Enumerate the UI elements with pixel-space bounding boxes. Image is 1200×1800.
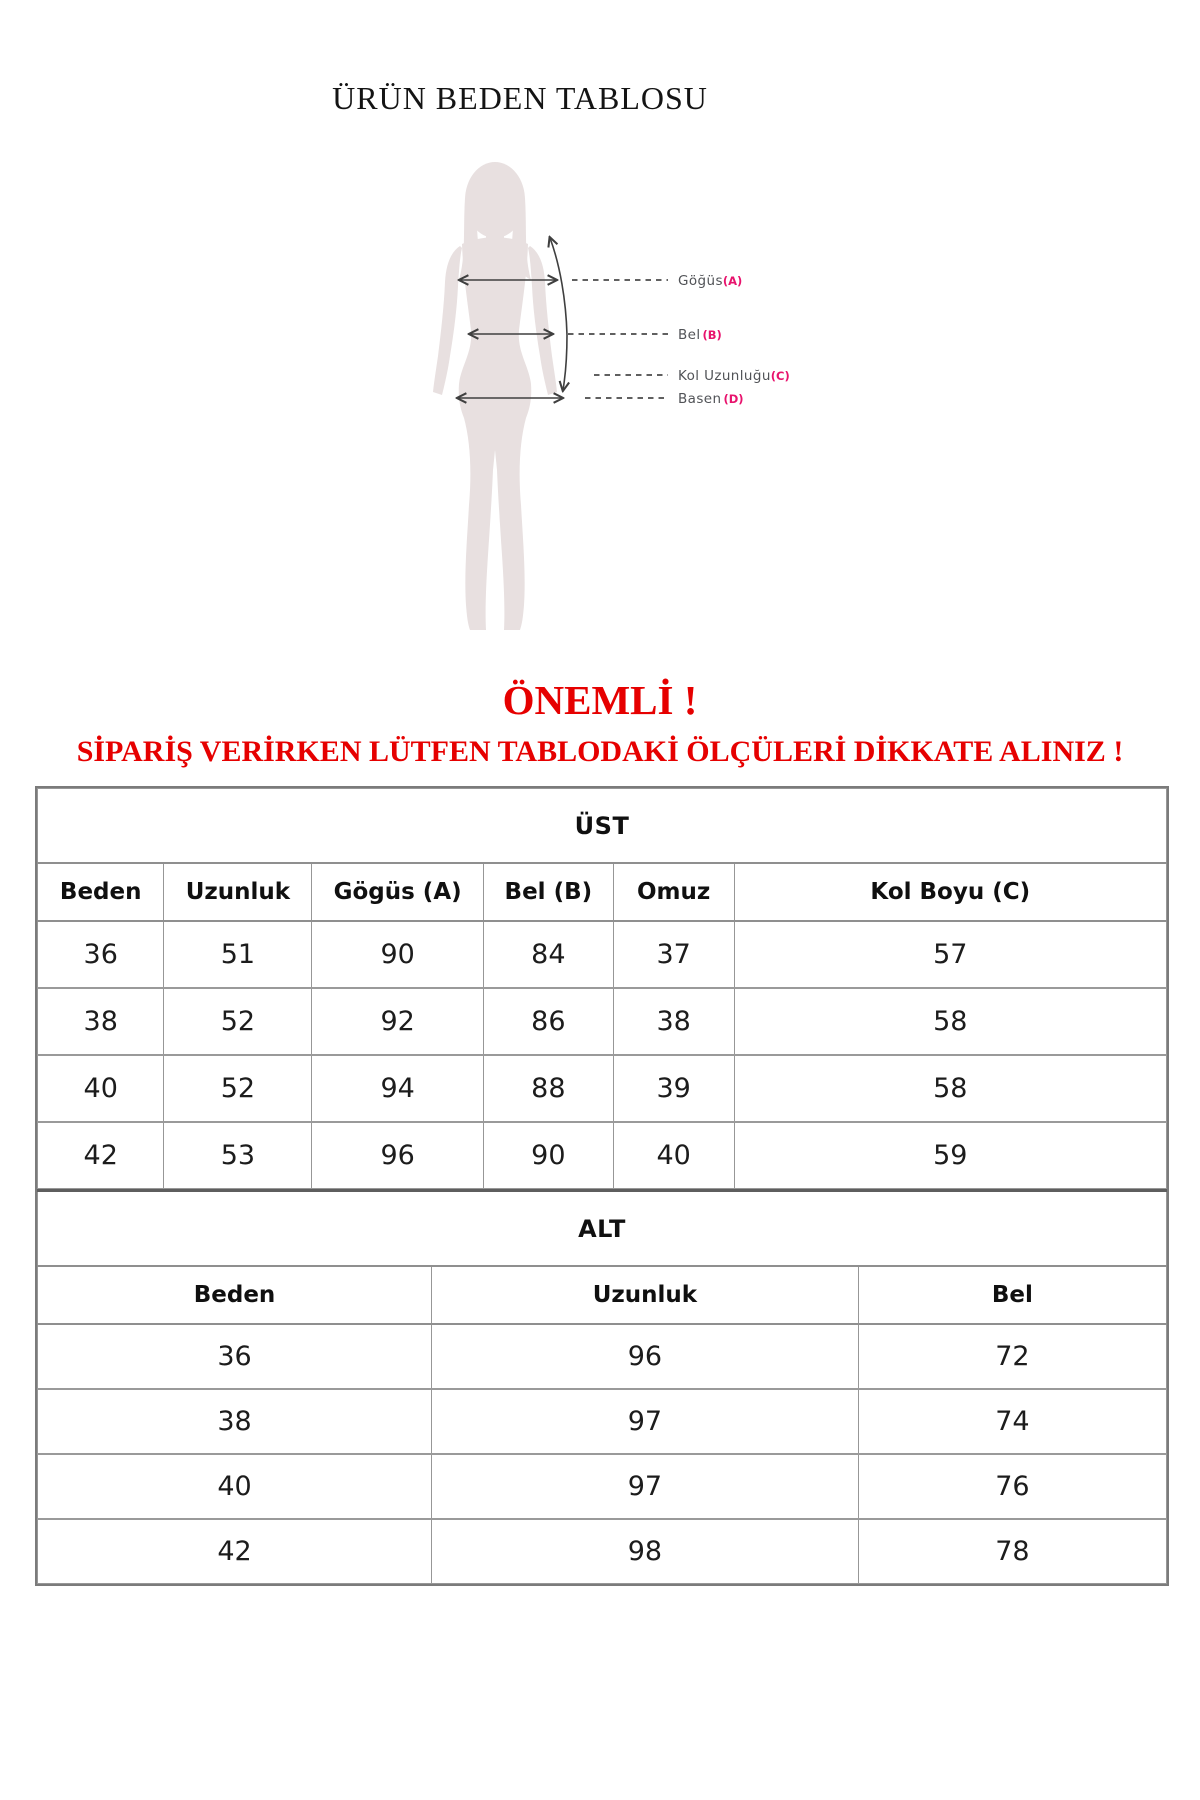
table-row [38,1122,1167,1189]
table-cell: 40 [613,1122,734,1189]
body-diagram-svg [380,140,800,660]
table-cell: 78 [858,1519,1166,1584]
table-cell: 38 [613,988,734,1055]
column-header: Gögüs (A) [312,863,484,921]
warning-message: SİPARİŞ VERİRKEN LÜTFEN TABLODAKİ ÖLÇÜLERİ DİKKATE ALINIZ ! [76,735,1124,768]
table-cell: 84 [483,921,613,988]
chest-label-text: Göğüs [678,273,723,289]
waist-label-letter: (B) [702,328,722,342]
table-cell: 53 [164,1122,312,1189]
column-header: Beden [38,863,164,921]
lower-body-size-table [37,1189,1167,1584]
table-cell: 97 [432,1389,859,1454]
table-cell: 42 [38,1122,164,1189]
table-row [38,1324,1167,1389]
table-row [38,921,1167,988]
table-cell: 42 [38,1519,432,1584]
table-cell: 88 [483,1055,613,1122]
table-cell: 98 [432,1519,859,1584]
table-cell: 72 [858,1324,1166,1389]
column-header-row [38,863,1167,921]
important-heading: ÖNEMLİ ! [502,677,698,723]
waist-label [678,327,722,343]
table-cell: 90 [483,1122,613,1189]
table-cell: 36 [38,1324,432,1389]
table-cell: 38 [38,988,164,1055]
table-cell: 74 [858,1389,1166,1454]
table-cell: 37 [613,921,734,988]
table-cell: 96 [432,1324,859,1389]
arm-label-text: Kol Uzunluğu [678,368,771,384]
hip-label-letter: (D) [723,392,744,406]
column-header: Bel (B) [483,863,613,921]
column-header: Beden [38,1266,432,1324]
column-header: Kol Boyu (C) [734,863,1166,921]
body-measurement-diagram [380,140,800,660]
table-cell: 76 [858,1454,1166,1519]
table-cell: 97 [432,1454,859,1519]
hip-label [678,391,744,407]
table-cell: 40 [38,1454,432,1519]
table-cell: 36 [38,921,164,988]
table-row [38,1055,1167,1122]
table-cell: 59 [734,1122,1166,1189]
table-row [38,1519,1167,1584]
table-cell: 86 [483,988,613,1055]
arm-label-letter: (C) [770,369,790,383]
table-cell: 52 [164,988,312,1055]
size-tables-container [35,786,1169,1586]
chest-label-letter: (A) [722,274,743,288]
hip-label-text: Basen [678,391,722,407]
section-title-ust: ÜST [38,789,1167,864]
section-title-row [38,1191,1167,1267]
table-cell: 90 [312,921,484,988]
table-cell: 39 [613,1055,734,1122]
table-cell: 52 [164,1055,312,1122]
body-silhouette-figure [433,162,557,630]
section-title-alt: ALT [38,1191,1167,1267]
table-cell: 96 [312,1122,484,1189]
table-cell: 40 [38,1055,164,1122]
table-cell: 58 [734,1055,1166,1122]
table-cell: 94 [312,1055,484,1122]
table-cell: 38 [38,1389,432,1454]
arm-label [678,368,790,384]
upper-body-size-table [37,788,1167,1189]
table-row [38,988,1167,1055]
column-header-row [38,1266,1167,1324]
column-header: Uzunluk [164,863,312,921]
table-row [38,1454,1167,1519]
table-row [38,1389,1167,1454]
table-cell: 51 [164,921,312,988]
column-header: Omuz [613,863,734,921]
page-title: ÜRÜN BEDEN TABLOSU [332,80,708,116]
waist-label-text: Bel [678,327,701,343]
column-header: Bel [858,1266,1166,1324]
chest-label [678,273,742,289]
column-header: Uzunluk [432,1266,859,1324]
section-title-row [38,789,1167,864]
table-cell: 57 [734,921,1166,988]
table-cell: 58 [734,988,1166,1055]
table-cell: 92 [312,988,484,1055]
